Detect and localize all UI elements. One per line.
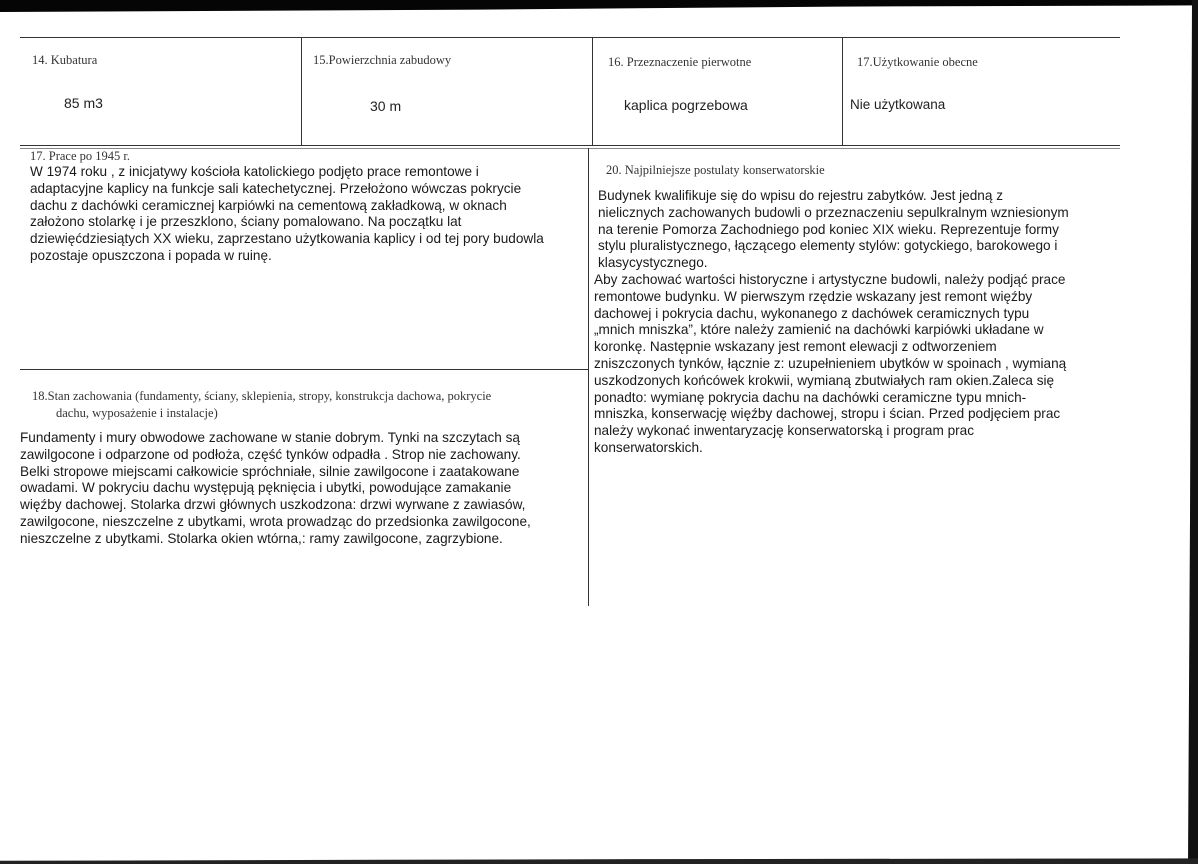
- przeznaczenie-label: 16. Przeznaczenie pierwotne: [608, 55, 752, 69]
- stan-line: Belki stropowe miejscami całkowicie spróchniałe, silnie zawilgocone i zaatakowane: [20, 463, 520, 479]
- postulaty-line: koronkę. Następnie wskazany jest remont elewacji z odtworzeniem: [594, 339, 997, 355]
- powierzchnia-value: 30 m: [370, 98, 402, 114]
- postulaty-line: mniszka, konserwację więźby dachowej, stropu i ścian. Przed podjęciem prac: [594, 406, 1061, 422]
- powierzchnia-label: 15.Powierzchnia zabudowy: [313, 53, 452, 67]
- stan-line: zawilgocone i odparzone od podłoża, część tynków odpadła . Strop nie zachowany.: [20, 446, 521, 462]
- main-column-divider: [588, 148, 589, 606]
- left-section-divider: [20, 369, 588, 370]
- postulaty-line: stylu pluralistycznego, łączącego elementy stylów: gotyckiego, barokowego i: [598, 238, 1058, 254]
- postulaty-line: uszkodzonych końcówek krokwii, wymianą zbutwiałych ram okien.Zaleca się: [594, 372, 1055, 388]
- top-border: [20, 37, 1120, 38]
- uzytkowanie-value: Nie użytkowana: [850, 97, 946, 112]
- scan-edge-bottom: [0, 856, 1198, 864]
- stan-line: Fundamenty i mury obwodowe zachowane w stanie dobrym. Tynki na szczytach są: [20, 430, 520, 445]
- kubatura-label: 14. Kubatura: [32, 53, 98, 67]
- stan-text: [20, 430, 531, 548]
- top-row-bottom-border: [20, 145, 1120, 146]
- prace-line: dachu z dachówki ceramicznej karpiówki na cementową zakładkową, w oknach: [30, 197, 507, 213]
- przeznaczenie-value: kaplica pogrzebowa: [624, 97, 748, 113]
- top-row-bottom-border-2: [20, 148, 1120, 149]
- top-divider-3: [842, 37, 843, 145]
- postulaty-line: Aby zachować wartości historyczne i artystyczne budowli, należy podjąć prace: [594, 271, 1066, 287]
- prace-line: pozostaje opuszczona i popada w ruinę.: [30, 247, 272, 263]
- stan-label-line: 18.Stan zachowania (fundamenty, ściany, sklepienia, stropy, konstrukcja dachowa, pokrycie: [32, 389, 492, 403]
- kubatura-value: 85 m3: [64, 95, 103, 111]
- prace-text: [30, 164, 544, 265]
- postulaty-line: remontowe budynku. W pierwszym rzędzie wskazany jest remont więźby: [594, 288, 1033, 304]
- stan-line: zawilgocone, nieszczelne z ubytkami, wrota prowadząc do przedsionka zawilgocone,: [20, 513, 531, 529]
- postulaty-line: konserwatorskich.: [594, 439, 703, 455]
- prace-line: W 1974 roku , z inicjatywy kościoła katolickiego podjęto prace remontowe i: [30, 164, 479, 179]
- postulaty-line: należy wykonać inwentaryzację konserwatorską i program prac: [594, 423, 975, 439]
- prace-line: założono stolarkę i je przeszklono, ściany pomalowano. Na początku lat: [30, 214, 462, 230]
- prace-line: dziewięćdziesiątych XX wieku, zaprzestano użytkowania kaplicy i od tej pory budowla: [30, 231, 544, 247]
- postulaty-line: ponadto: wymianę pokrycia dachu na dachówki ceramiczne typu mnich-: [594, 389, 1027, 405]
- uzytkowanie-label: 17.Użytkowanie obecne: [857, 55, 978, 69]
- postulaty-line: klasycystycznego.: [598, 255, 708, 271]
- postulaty-text: [594, 188, 1069, 457]
- prace-line: adaptacyjne kaplicy na funkcje sali katechetycznej. Przełożono wówczas pokrycie: [30, 180, 522, 196]
- stan-line: owadami. W pokryciu dachu występują pęknięcia i ubytki, powodujące zamakanie: [20, 480, 512, 496]
- prace-label: 17. Prace po 1945 r.: [30, 149, 130, 163]
- stan-label: [32, 388, 491, 422]
- postulaty-line: dachowej i pokrycia dachu, wykonanego z dachówek ceramicznych typu: [594, 305, 1030, 321]
- stan-label-line: dachu, wyposażenie i instalacje): [56, 406, 218, 420]
- postulaty-line: na terenie Pomorza Zachodniego pod koniec XIX wieku. Reprezentuje formy: [598, 221, 1059, 237]
- stan-line: nieszczelne z ubytkami. Stolarka okien wtórna,: ramy zawilgocone, zagrzybione.: [20, 530, 503, 546]
- top-divider-2: [592, 37, 593, 145]
- top-divider-1: [301, 37, 302, 145]
- postulaty-line: „mnich mniszka”, które należy zamienić na dachówki karpiówki układane w: [594, 322, 1044, 338]
- postulaty-line: nielicznych zachowanych budowli o przeznaczeniu sepulkralnym wzniesionym: [598, 204, 1069, 220]
- scan-edge-right: [1188, 0, 1198, 864]
- postulaty-line: Budynek kwalifikuje się do wpisu do rejestru zabytków. Jest jedną z: [598, 188, 1003, 203]
- postulaty-line: zniszczonych tynków, łącznie z: uzupełnieniem ubytków w spoinach , wymianą: [594, 355, 1067, 371]
- stan-line: więźby dachowej. Stolarka drzwi głównych uszkodzona: drzwi wyrwane z zawiasów,: [20, 497, 526, 513]
- postulaty-label: 20. Najpilniejsze postulaty konserwatorskie: [606, 163, 825, 177]
- scan-edge-top: [0, 0, 1198, 12]
